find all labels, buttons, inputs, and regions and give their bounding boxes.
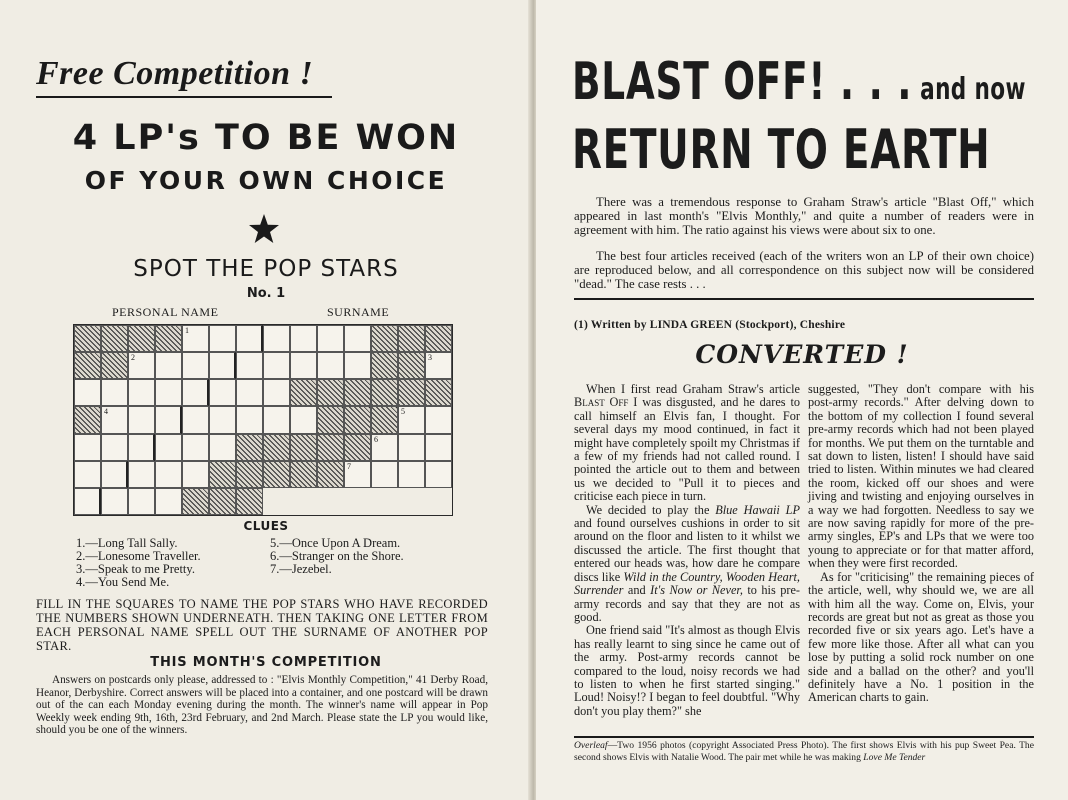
grid-cell[interactable] [263, 379, 290, 406]
grid-cell[interactable] [74, 406, 101, 433]
grid-cell[interactable] [290, 406, 317, 433]
grid-cell[interactable] [290, 461, 317, 488]
clue-3: 3.—Speak to me Pretty. [76, 562, 195, 576]
grid-cell[interactable] [398, 325, 425, 352]
grid-cell[interactable] [344, 379, 371, 406]
grid-cell[interactable] [74, 325, 101, 352]
grid-cell[interactable] [290, 352, 317, 379]
grid-cell[interactable] [74, 379, 101, 406]
grid-cell[interactable] [263, 352, 290, 379]
grid-cell[interactable] [182, 379, 209, 406]
title-underline [36, 96, 332, 98]
clue-number: 3 [428, 353, 432, 363]
right-page [536, 0, 1068, 800]
puzzle-instructions: FILL IN THE SQUARES TO NAME THE POP STARS WHO HAVE RECORDED THE NUMBERS SHOWN UNDERNEATH. THEN TAKING ONE LETTER FROM EACH PERSONAL NAME SPELL OUT THE SURNAME OF ANOTHER POP STAR. [36, 597, 488, 653]
grid-cell[interactable] [425, 379, 452, 406]
grid-cell[interactable] [317, 379, 344, 406]
grid-cell[interactable] [182, 406, 209, 433]
headline-blast-off [572, 52, 1026, 112]
grid-cell[interactable] [344, 325, 371, 352]
month-competition-title: THIS MONTH'S COMPETITION [150, 655, 382, 670]
grid-cell[interactable] [236, 434, 263, 461]
article-column-1 [574, 383, 800, 718]
grid-cell[interactable] [128, 461, 155, 488]
grid-cell[interactable] [182, 461, 209, 488]
personal-name-label: PERSONAL NAME [112, 305, 219, 319]
clue-7: 7.—Jezebel. [270, 562, 332, 576]
col2-paragraph-1: suggested, "They don't compare with his post-army records." After delving down to the bottom of my collection I found several pre-army records which had not been played for months. We put them on the turntable and sat down to listen, listen! I should have said tried to listen. Within minutes we had cleared the room, kicked off our shoes and were jiving and twisting and enjoying ourselves in a way we had forgotten. Needless to say we are now saving rapidly for more of the pre-army singles, EP's and LPs that we were too young to appreciate or for that matter afford, when they were first recorded. [808, 382, 1034, 571]
puzzle-title: SPOT THE POP STARS [133, 256, 399, 282]
grid-cell[interactable] [263, 461, 290, 488]
col1-paragraph-1: When I first read Graham Straw's article Blast Off I was disgusted, and he dares to call himself an Elvis fan, I thought. For several days my mood continued, in fact it might have completely spoilt my Christmas if a few of my friends had not called round. I pointed the article out to them and between us we decided to "Pull it to pieces and criticise each piece in turn. [574, 382, 801, 504]
clue-1: 1.—Long Tall Sally. [76, 536, 178, 550]
grid-cell[interactable] [209, 461, 236, 488]
left-page [0, 0, 532, 800]
star-icon [248, 213, 280, 245]
clue-6: 6.—Stranger on the Shore. [270, 549, 404, 563]
grid-cell[interactable] [209, 488, 236, 515]
grid-cell[interactable] [425, 434, 452, 461]
grid-cell[interactable] [101, 352, 128, 379]
grid-cell[interactable] [344, 434, 371, 461]
grid-cell[interactable] [101, 406, 128, 433]
grid-cell[interactable] [263, 406, 290, 433]
grid-cell[interactable] [317, 325, 344, 352]
clue-5: 5.—Once Upon A Dream. [270, 536, 401, 550]
grid-cell[interactable] [155, 488, 182, 515]
grid-cell[interactable] [155, 406, 182, 433]
grid-cell[interactable] [155, 352, 182, 379]
grid-cell[interactable] [425, 325, 452, 352]
grid-cell[interactable] [344, 461, 371, 488]
grid-cell[interactable] [317, 434, 344, 461]
grid-cell[interactable] [155, 379, 182, 406]
grid-cell[interactable] [182, 488, 209, 515]
grid-cell[interactable] [263, 434, 290, 461]
grid-cell[interactable] [128, 325, 155, 352]
grid-cell[interactable] [371, 434, 398, 461]
crossword-grid[interactable] [73, 324, 453, 516]
grid-cell[interactable] [371, 352, 398, 379]
grid-cell[interactable] [128, 488, 155, 515]
grid-cell[interactable] [290, 379, 317, 406]
grid-cell[interactable] [155, 434, 182, 461]
clue-4: 4.—You Send Me. [76, 575, 170, 589]
clue-2: 2.—Lonesome Traveller. [76, 549, 201, 563]
grid-cell[interactable] [236, 488, 263, 515]
article-column-2 [808, 383, 1034, 705]
grid-cell[interactable] [398, 379, 425, 406]
grid-cell[interactable] [209, 406, 236, 433]
section-divider [574, 298, 1034, 300]
grid-cell[interactable] [236, 461, 263, 488]
grid-cell[interactable] [398, 461, 425, 488]
grid-cell[interactable] [155, 461, 182, 488]
grid-cell[interactable] [398, 352, 425, 379]
grid-cell[interactable] [290, 434, 317, 461]
clue-number: 4 [104, 407, 108, 417]
grid-cell[interactable] [101, 488, 128, 515]
grid-cell[interactable] [74, 461, 101, 488]
headline-and-now: and now [912, 72, 1026, 107]
clue-number: 7 [347, 461, 351, 471]
grid-cell[interactable] [74, 434, 101, 461]
grid-cell[interactable] [209, 379, 236, 406]
grid-cell[interactable] [317, 461, 344, 488]
col1-paragraph-3: One friend said "It's almost as though Elvis has really learnt to sing since he came out of the army. Post-army records cannot be compared to the loud, noisy records we had to listen to when he first started singing." Loud! Noisy!? I began to feel doubtful. "Why don't you play them?" she [574, 623, 800, 718]
grid-cell[interactable] [182, 434, 209, 461]
grid-cell[interactable] [236, 406, 263, 433]
grid-cell[interactable] [236, 325, 263, 352]
clue-number: 1 [185, 326, 189, 335]
grid-cell[interactable] [398, 434, 425, 461]
surname-label: SURNAME [327, 305, 390, 319]
grid-cell[interactable] [236, 352, 263, 379]
grid-cell[interactable] [371, 461, 398, 488]
col2-paragraph-2: As for "criticising" the remaining pieces of the article, well, why should we, we are all with him all the way. Come on, Elvis, your records are great but not as great as those you recorded five or six years ago. Let's have a few more like those. After all what can you lose by putting a solid rock number on one side and a ballad on the other? and you'll definitely have a No. 1 position in the American charts to gain. [808, 569, 1034, 705]
grid-cell[interactable] [128, 406, 155, 433]
clues-title: CLUES [243, 519, 289, 533]
headline-blast-big: BLAST OFF! . . . [572, 52, 913, 112]
grid-cell[interactable] [371, 325, 398, 352]
intro-paragraph-2: The best four articles received (each of the writers won an LP of their own choice) are reproduced below, and all correspondence on this subject now will be considered "dead." The case rests . . . [574, 249, 1034, 291]
grid-cell[interactable] [101, 461, 128, 488]
grid-cell[interactable] [101, 379, 128, 406]
grid-cell[interactable] [128, 352, 155, 379]
headline-lps: 4 LP's TO BE WON [72, 118, 460, 158]
grid-cell[interactable] [182, 325, 209, 352]
grid-cell[interactable] [128, 434, 155, 461]
grid-cell[interactable] [101, 325, 128, 352]
grid-cell[interactable] [425, 461, 452, 488]
grid-cell[interactable] [344, 352, 371, 379]
article-title: CONVERTED ! [695, 340, 909, 369]
clue-number: 6 [374, 434, 378, 444]
grid-cell[interactable] [74, 352, 101, 379]
overleaf-caption: Overleaf—Two 1956 photos (copyright Associated Press Photo). The first shows Elvis with his pup Sweet Pea. The second shows Elvis with Natalie Wood. The pair met while he was making Love Me Tender [574, 740, 1034, 763]
clue-number: 2 [131, 353, 135, 363]
puzzle-number: No. 1 [246, 286, 286, 301]
grid-cell[interactable] [128, 379, 155, 406]
grid-cell[interactable] [182, 352, 209, 379]
grid-cell[interactable] [74, 488, 101, 515]
col1-paragraph-2: We decided to play the Blue Hawaii LP and found ourselves cushions in order to sit around on the floor and listen to it whilst we discussed the article. The first thought that entered our heads was, how dare he compare discs like Wild in the Country, Wooden Heart, Surrender and It's Now or Never, to his pre-army records and say that they are not as good. [574, 502, 801, 624]
grid-cell[interactable] [371, 379, 398, 406]
headline-choice: OF YOUR OWN CHOICE [84, 166, 448, 195]
clue-number: 5 [401, 407, 405, 417]
grid-cell[interactable] [371, 406, 398, 433]
grid-cell[interactable] [101, 434, 128, 461]
footer-divider [574, 736, 1034, 738]
article-byline: (1) Written by LINDA GREEN (Stockport), Cheshire [574, 319, 846, 331]
grid-cell[interactable] [263, 325, 290, 352]
free-competition-title: Free Competition ! [36, 55, 314, 92]
grid-cell[interactable] [290, 325, 317, 352]
grid-cell[interactable] [344, 406, 371, 433]
grid-cell[interactable] [209, 434, 236, 461]
intro-paragraph-1: There was a tremendous response to Graham Straw's article "Blast Off," which appeared in last month's "Elvis Monthly," and quite a number of readers were in agreement with him. The ratio against his views were about six to one. [574, 195, 1034, 237]
grid-cell[interactable] [317, 406, 344, 433]
grid-cell[interactable] [155, 325, 182, 352]
grid-cell[interactable] [425, 352, 452, 379]
entry-rules: Answers on postcards only please, addressed to : "Elvis Monthly Competition," 41 Derby Road, Heanor, Derbyshire. Correct answers will be placed into a container, and one postcard will be drawn out of the can each Monday evening during the month. The winner's name will appear in Pop Weekly week ending 9th, 16th, 23rd February, and 2nd March. Please state the LP you would like, should you be one of the winners. [36, 674, 488, 737]
grid-cell[interactable] [317, 352, 344, 379]
grid-cell[interactable] [236, 379, 263, 406]
grid-cell[interactable] [209, 325, 236, 352]
grid-cell[interactable] [209, 352, 236, 379]
grid-cell[interactable] [425, 406, 452, 433]
headline-return-to-earth: RETURN TO EARTH [572, 118, 991, 181]
grid-cell[interactable] [398, 406, 425, 433]
